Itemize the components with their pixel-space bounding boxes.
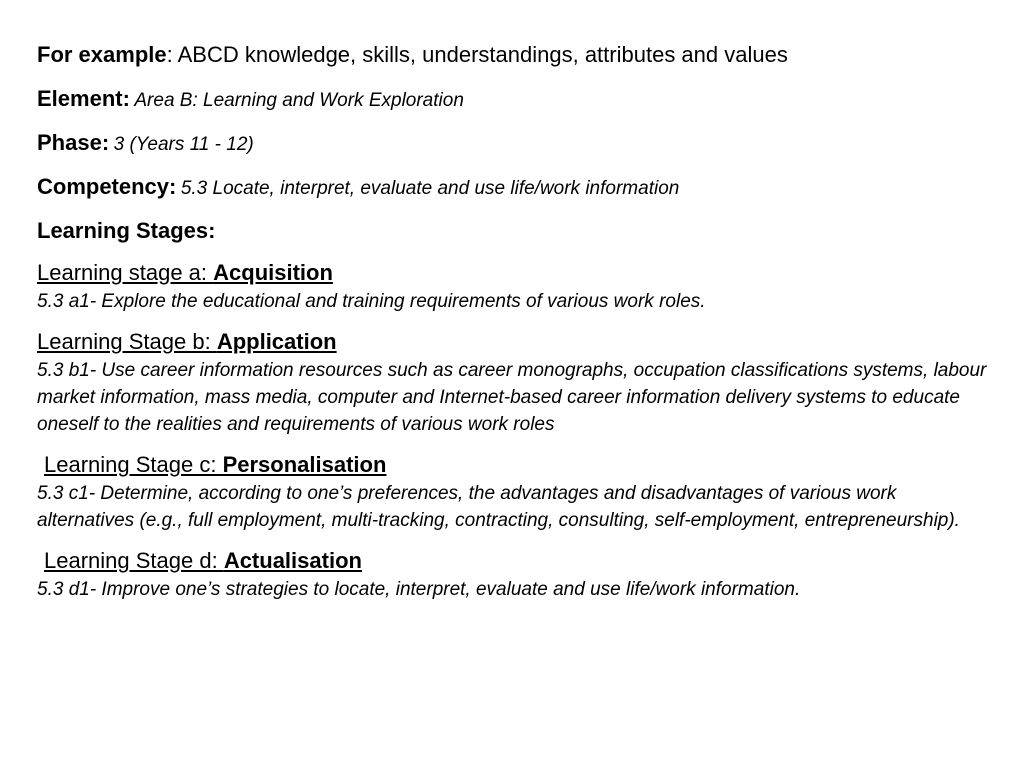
stage-d <box>37 546 997 603</box>
stage-b-description: 5.3 b1- Use career information resources such as career monographs, occupation classifications systems, labour market information, mass media, computer and Internet-based career information delivery systems to educate oneself to the realities and requirements of various work roles <box>37 360 987 435</box>
stage-c-title <box>37 450 997 480</box>
stage-a-description: 5.3 a1- Explore the educational and training requirements of various work roles. <box>37 291 706 312</box>
element-line <box>37 84 997 128</box>
stage-d-name: Actualisation <box>223 548 362 573</box>
example-label: For example <box>37 42 167 67</box>
element-value: Area B: Learning and Work Exploration <box>134 90 464 111</box>
stage-a-prefix: Learning stage a: <box>37 260 214 285</box>
stage-b <box>37 327 997 438</box>
stage-d-description: 5.3 d1- Improve one’s strategies to locate, interpret, evaluate and use life/work information. <box>37 579 801 600</box>
stage-b-name: Application <box>216 329 337 354</box>
slide-content <box>37 40 997 615</box>
phase-label: Phase: <box>37 130 110 155</box>
phase-value: 3 (Years 11 - 12) <box>113 134 254 155</box>
element-label: Element: <box>37 86 130 111</box>
example-text: : ABCD knowledge, skills, understandings, attributes and values <box>166 42 788 67</box>
phase-line <box>37 128 997 172</box>
stage-d-title <box>37 546 997 576</box>
stage-b-prefix: Learning Stage b: <box>37 329 217 354</box>
stage-c <box>37 450 997 534</box>
learning-stages-heading: Learning Stages: <box>37 218 216 243</box>
stage-d-prefix: Learning Stage d: <box>44 548 224 573</box>
stage-a-name: Acquisition <box>213 260 333 285</box>
stage-a-title <box>37 258 997 288</box>
stage-a <box>37 258 997 315</box>
competency-line <box>37 172 997 216</box>
competency-label: Competency: <box>37 174 177 199</box>
stage-c-name: Personalisation <box>222 452 387 477</box>
example-line <box>37 40 997 84</box>
competency-value: 5.3 Locate, interpret, evaluate and use life/work information <box>180 178 680 199</box>
stage-b-title <box>37 327 997 357</box>
stage-c-description: 5.3 c1- Determine, according to one’s preferences, the advantages and disadvantages of various work alternatives (e.g., full employment, multi-tracking, contracting, consulting, self-employment, entrepreneurship). <box>37 483 960 531</box>
stage-c-prefix: Learning Stage c: <box>44 452 223 477</box>
